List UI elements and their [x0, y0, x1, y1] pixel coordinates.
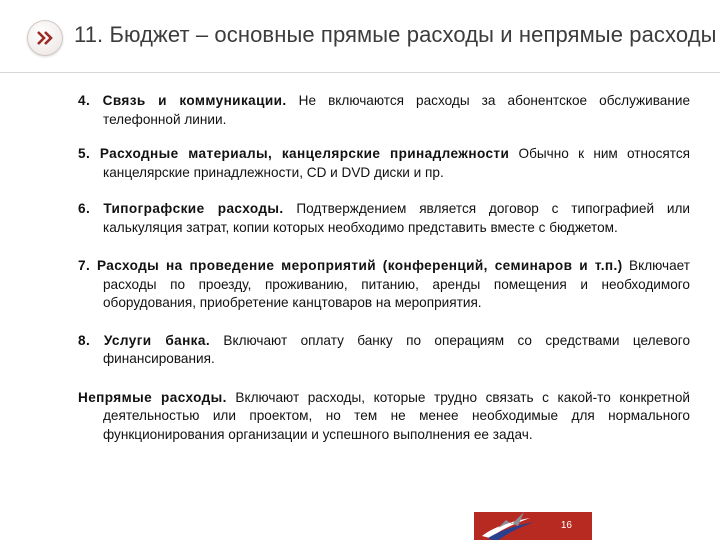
slide-body: [78, 92, 690, 444]
double-chevron-icon: [27, 20, 63, 56]
footer-logo-band: [474, 512, 592, 540]
item-text: Включает расходы по проезду, проживанию, питанию, аренды помещения и необходимого оборудования, приобретение канцтоваров на мероприятия.: [103, 258, 691, 310]
list-item: [78, 200, 690, 237]
item-text: Включают расходы, которые трудно связать с какой-то конкретной деятельностью или проектом, но тем не менее необходимые для нормального функционирования организации и успешного выполнения ее задач.: [103, 389, 690, 442]
item-heading: 5. Расходные материалы, канцелярские принадлежности: [78, 146, 510, 161]
slide-header: [0, 0, 720, 73]
swoosh-logo-icon: [478, 512, 540, 540]
list-item: [78, 92, 690, 129]
item-text: Обычно к ним относятся канцелярские принадлежности, CD и DVD диски и пр.: [103, 146, 690, 180]
item-heading: Непрямые расходы.: [78, 389, 227, 405]
item-heading: 4. Связь и коммуникации.: [78, 93, 287, 108]
list-item: [78, 332, 690, 369]
item-text: Включают оплату банку по операциям со средствами целевого финансирования.: [103, 332, 691, 366]
item-text: Подтверждением является договор с типографией или калькуляция затрат, копии которых необходимо представить вместе с бюджетом.: [103, 201, 690, 235]
item-heading: 8. Услуги банка.: [78, 332, 211, 348]
slide-title: 11. Бюджет – основные прямые расходы и непрямые расходы: [74, 22, 717, 47]
list-item: [78, 145, 690, 182]
page-number: 16: [560, 520, 572, 531]
item-text: Не включаются расходы за абонентское обслуживание телефонной линии.: [103, 93, 690, 127]
item-heading: 7. Расходы на проведение мероприятий (конференций, семинаров и т.п.): [78, 258, 623, 273]
item-heading: 6. Типографские расходы.: [78, 201, 284, 216]
indirect-costs-paragraph: [78, 389, 690, 445]
list-item: [78, 257, 690, 313]
